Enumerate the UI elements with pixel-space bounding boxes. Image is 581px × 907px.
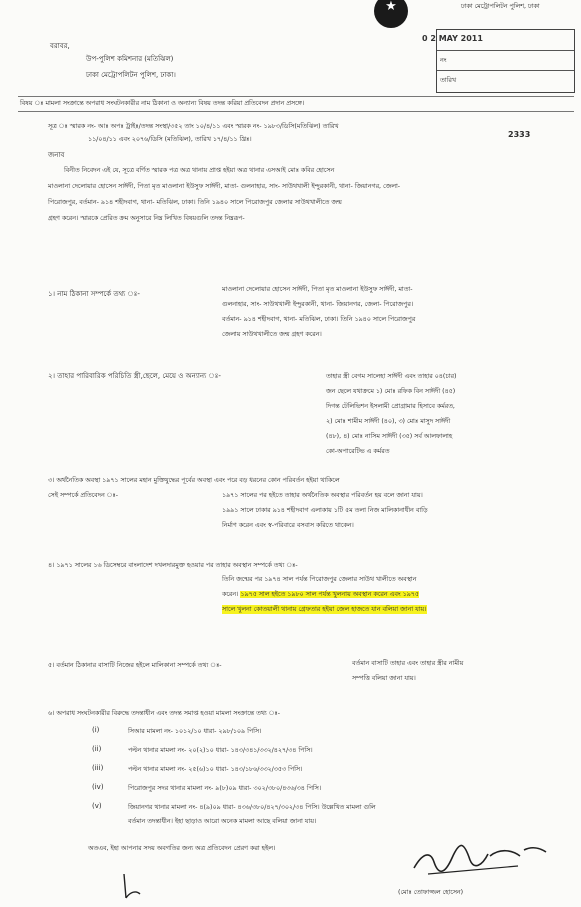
item-4-answer-line: তিনি জন্মের পর ১৯৭৪ সাল পর্যন্ত পিরোজপুর জেলার সাউথ খালীতে অবস্থান: [222, 576, 417, 583]
item-3-question-line: ৩। অর্থনৈতিক অবস্থা ১৯৭১ সালের মহান মুক্তিযুদ্ধের পূর্বের অবস্থা এবং পরে বড় ধরনের কোন পরিবর্তন হইয়া থাকিলে: [48, 477, 340, 484]
case-text: জিয়ানগর থানার মামলা নং- ৪(৯)০৯ ধারা- ৪৩৬/৩৮০/৪২৭/৩০২/৩৪ পিসি। উল্লেখিত মামলা গুলি: [128, 804, 376, 811]
item-2-question: ২। তাহার পারিবারিক পরিচিতি স্ত্রী,ছেলে, মেয়ে ও অন্যান্য ঃ-: [48, 372, 221, 380]
case-number: (i): [92, 726, 100, 734]
item-5-answer-line: সম্পত্তি বলিয়া জানা যায়।: [352, 675, 416, 682]
stamp-box: [436, 29, 575, 93]
intro-line: গ্রহণ করেন। স্মারকে প্রেরিত ক্রম অনুসারে নিম্ন লিখিত বিষয়গুলি তদন্ত নিম্নরূপ-: [48, 215, 245, 222]
item-4-question: ৪। ১৯৭১ সালের ১৬ ডিসেম্বরে বাংলাদেশ দখলদারমুক্ত হওয়ার পর তাহার অবস্থান সম্পর্কে তথ্য ঃ-: [48, 562, 298, 569]
item-4-highlighted-text: সালে খুলনা কোতয়ালী থানায় গ্রেফতার হইয়া জেল হাজতে যান বলিয়া জানা যায়।: [222, 606, 427, 613]
subject-rule: [18, 96, 574, 97]
initial-mark-icon: [116, 872, 146, 902]
item-2-answer-line: ২) মোঃ শামীম সাঈদী (৪০), ৩) মোঃ মাসুদ সাঈদী: [326, 418, 451, 425]
item-1-answer-line: মাওলানা দেলোয়ার হোসেন সাঈদী, পিতা মৃত মাওলানা ইউসুফ সাঈদী, মাতা-: [222, 286, 413, 293]
stamp-date: 0 2 MAY 2011: [422, 34, 483, 43]
item-1-answer-line: বর্তমান- ৯১৪ শহীদবাগ, থানা- মতিঝিল, ঢাকা। তিনি ১৯৪০ সালে পিরোজপুর: [222, 316, 416, 323]
item-2-answer-line: কো-অপারেটিভ এ কর্মরত: [326, 448, 390, 455]
item-3-question-line: সেই সম্পর্কে প্রতিবেদন ঃ-: [48, 492, 118, 499]
item-5-answer-line: বর্তমান বাসাটি তাহার এবং তাহার স্ত্রীর নামীয়: [352, 660, 464, 667]
item-4-answer-plain: করেন।: [222, 591, 241, 598]
case-number: (iii): [92, 764, 104, 772]
reference-line2: ১১/০৪/১১ এবং ২০৭৬/ডিসি (মতিঝিল), তারিখ ১৭/৪/১১ খ্রিঃ।: [88, 136, 252, 143]
case-number: (v): [92, 802, 102, 810]
item-1-question: ১। নাম ঠিকানা সম্পর্কে তথ্য ঃ-: [48, 290, 140, 298]
item-2-answer-line: দিগন্ত টেলিভিশন ইসলামী প্রোগ্রামার হিসাবে কর্মরত,: [326, 403, 455, 410]
stamp-number: 2333: [508, 130, 531, 139]
signature-image: [408, 836, 558, 880]
case-number: (iv): [92, 783, 104, 791]
item-3-answer-line: ১৯৯১ সালে ঢাকার ৯১৪ শহীদবাগ এলাকায় ১টি ৫ম তলা নিজ মালিকানাধীন বাড়ি: [222, 507, 428, 514]
item-4-answer-line: [222, 590, 419, 599]
stamp-row-number: নং: [440, 57, 447, 64]
case-text: পল্টন থানার মামলা নং- ২৫(৬)১০ ধারা- ১৪৩/১৮৬/৩৩২/৩৫৩ পিসি।: [128, 766, 303, 773]
intro-line: পিরোজপুর, বর্তমান- ৯১৪ শহীদবাগ, থানা- মতিঝিল, ঢাকা। তিনি ১৯৪০ সালে পিরোজপুর জেলার সাউথখালীতে জন্ম: [48, 199, 342, 206]
stamp-office-text: ঢাকা মেট্রোপলিটন পুলিশ, ঢাকা: [461, 3, 540, 10]
item-4-highlighted-text: ১৯৭৫ সাল হইতে ১৯৮০ সাল পর্যন্ত খুলনায় অবস্থান করেন এবং ১৯৭৫: [240, 591, 419, 598]
signatory-name: (মোঃ তোফাজ্জল হোসেন): [398, 889, 464, 896]
case-text: পিরোজপুর সদর থানার মামলা নং- ৯(৮)০৯ ধারা- ৩০২/৩৮০/৪৩৬/৩৪ পিসি।: [128, 785, 322, 792]
intro-line: মাওলানা দেলোয়ার হোসেন সাঈদী, পিতা মৃত মাওলানা ইউসুফ সাঈদী, মাতা- গুলনাহার, সাং- সাউথখালী ইন্দুরকানী, থানা- জিয়ানগর, জেলা-: [48, 183, 401, 190]
closing-line: অতএব, ইহা আপনার সদয় অবগতির জন্য অত্র প্রতিবেদন প্রেরণ করা হইল।: [88, 845, 276, 852]
reference-line1: সূত্র ঃ স্মারক নং- আঃ অপঃ ট্রাইঃ/তদন্ত সংস্থা/৩৫২ তাং ১০/৪/১১ এবং স্মারক নং- ১৯৮৩/ডিসি(মতিঝিল) তারিখ: [48, 123, 339, 130]
case-number: (ii): [92, 745, 102, 753]
item-2-answer-line: জন ছেলে যথাক্রমে ১) মোঃ রফিক বিন সাঈদী (৪৫): [326, 388, 456, 395]
subject-line: বিষয় ঃ মামলা সংক্রান্তে অপরাধ সংঘটনকারীর নাম ঠিকানা ও অন্যান্য বিষয় তদন্ত করিয়া প্রতিবেদন প্রদান প্রসঙ্গে।: [20, 100, 305, 107]
item-3-answer-line: ১৯৭১ সালের পর হইতে তাহার অর্থনৈতিক অবস্থার পরিবর্তন হয় বলে জানা যায়।: [222, 492, 423, 499]
salutation: জনাব: [48, 151, 65, 159]
item-2-answer-line: তাহার স্ত্রী বেগম সালেহা সাঈদী এবং তাহার ০৪(চার): [326, 373, 457, 380]
item-1-answer-line: গুলনাহার, সাং- সাউথখালী ইন্দুরকানী, থানা- জিয়ানগর, জেলা- পিরোজপুর।: [222, 301, 414, 308]
case-text: সিআর মামলা নং- ১০১২/১০ ধারা- ২৯৮/১০৯ পিসি।: [128, 728, 262, 735]
item-3-answer-line: নির্মাণ করেন এবং স্ব-পরিবারে বসবাস করিতে থাকেন।: [222, 522, 354, 529]
case-tail: বর্তমান তদন্তাধীন। ইহা ছাড়াও আরো অনেক মামলা আছে বলিয়া জানা যায়।: [128, 818, 317, 825]
item-2-answer-line: (৪৮), ৪) মোঃ নাসিম সাঈদী (৩৫) সর্ব আলফালাহ: [326, 433, 453, 440]
police-emblem-icon: ★: [374, 0, 408, 28]
address-line1: উপ-পুলিশ কমিশনার (মতিঝিল): [86, 55, 174, 63]
item-1-answer-line: জেলায় সাউথখালীতে জন্ম গ্রহণ করেন।: [222, 331, 322, 338]
stamp-row-date: তারিখ: [440, 77, 456, 84]
address-to: বরাবর,: [50, 42, 70, 50]
address-line2: ঢাকা মেট্রোপলিটন পুলিশ, ঢাকা।: [86, 71, 176, 79]
case-text: পল্টন থানার মামলা নং- ২০(২)১০ ধারা- ১৪৩/৩৪১/৩৩২/৪২৭/৩৪ পিসি।: [128, 747, 313, 754]
subject-rule-bottom: [18, 111, 574, 112]
intro-line: বিনীত নিবেদন এই যে, সূত্রে বর্ণিত স্মারক পত্র অত্র থানায় প্রাপ্ত হইয়া অত্র থানার এসআই মোঃ কবির হোসেন: [64, 167, 335, 174]
item-6-question: ৬। অপরাধ সংঘটনকারীর বিরুদ্ধে তদন্তাধীন এবং তদন্ত সমাপ্ত হওয়া মামলা সংক্রান্তে তথ্য ঃ-: [48, 710, 280, 717]
item-5-question: ৫। বর্তমান ঠিকানার বাসাটি নিজের হইলে মালিকানা সম্পর্কে তথ্য ঃ-: [48, 662, 222, 669]
